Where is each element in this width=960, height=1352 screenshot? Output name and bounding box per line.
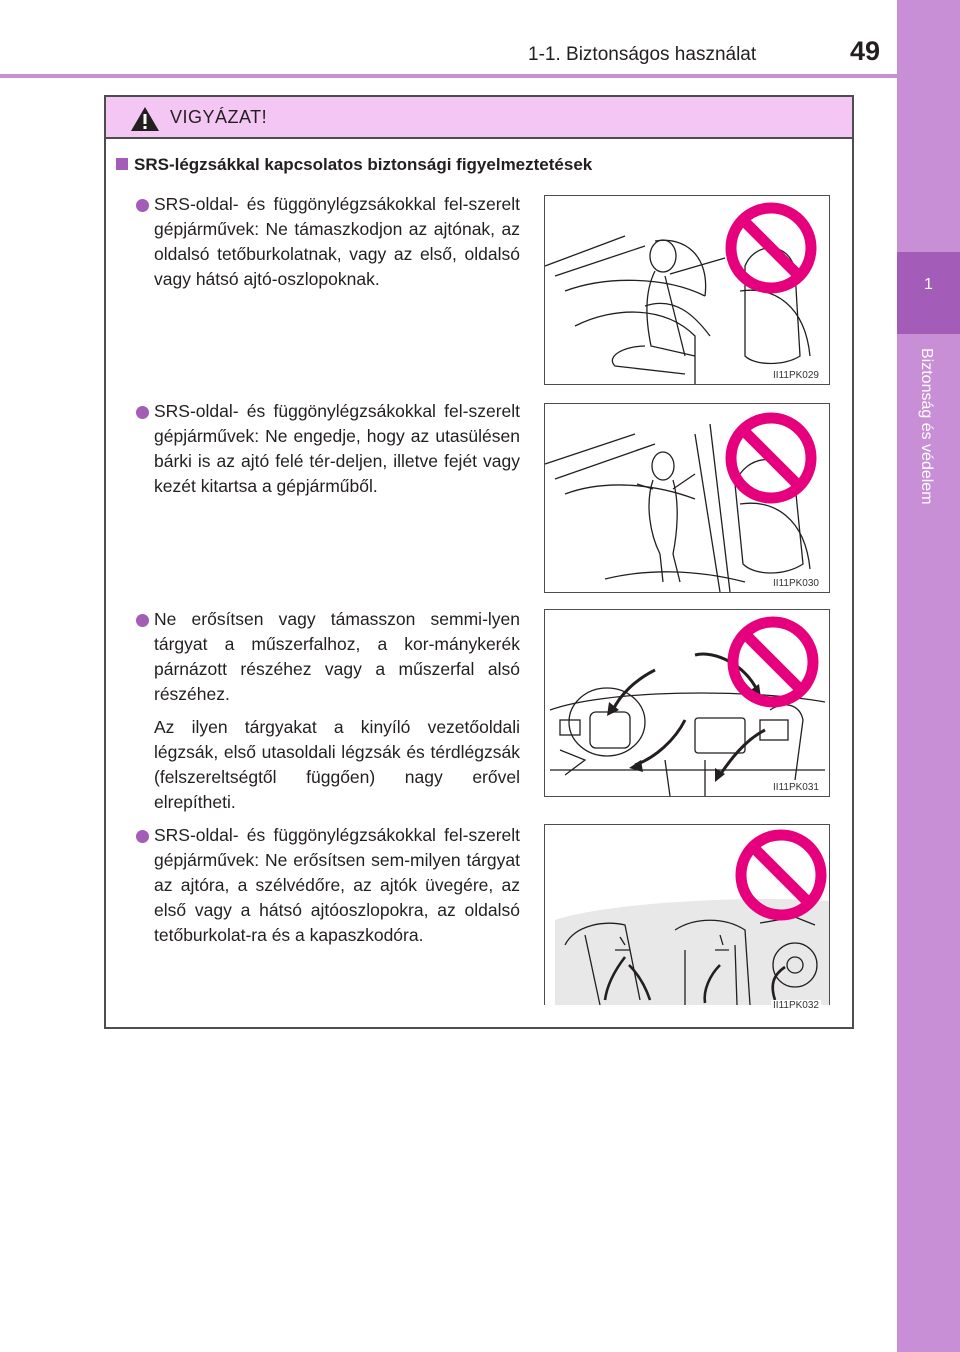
caution-item-lean: [136, 192, 520, 292]
section-heading-text: SRS-légzsákkal kapcsolatos biztonsági figyelmeztetések: [134, 155, 593, 174]
caution-header: [106, 97, 852, 139]
bullet-icon: [136, 830, 149, 843]
prohibition-icon: [733, 622, 813, 702]
figure-id: II11PK032: [773, 1000, 819, 1011]
figure-id: II11PK030: [773, 578, 819, 589]
figure-kneeling-occupant: [544, 403, 830, 593]
figure-id: II11PK029: [773, 370, 819, 381]
kneeling-occupant-illustration: [545, 404, 829, 592]
caution-item-kneel: [136, 399, 520, 499]
bullet-icon: [136, 199, 149, 212]
section-heading: [116, 155, 592, 175]
caution-item-text: SRS-oldal- és függönylégzsákokkal fel-szerelt gépjárművek: Ne erősítsen sem-milyen tárgyat az ajtóra, a szélvédőre, az ajtók üvegére, az első vagy a hátsó ajtóoszlopokra, az oldalsó tetőburkolat-ra és a kapaszkodóra.: [154, 825, 520, 945]
chapter-side-tab: [897, 0, 960, 1352]
caution-item-text: SRS-oldal- és függönylégzsákokkal fel-szerelt gépjárművek: Ne engedje, hogy az utasülésen bárki is az ajtó felé tér-deljen, illetve fejét vagy kezét kitartsa a gépjárműből.: [154, 401, 520, 496]
square-bullet-icon: [116, 158, 128, 170]
caution-item-text: SRS-oldal- és függönylégzsákokkal fel-szerelt gépjárművek: Ne támaszkodjon az ajtónak, az oldalsó tetőburkolatnak, vagy az első, oldalsó vagy hátsó ajtó-oszlopoknak.: [154, 194, 520, 289]
chapter-title: Biztonság és védelem: [918, 348, 935, 505]
figure-leaning-occupant: [544, 195, 830, 385]
warning-triangle-icon: [130, 106, 160, 132]
page-number: 49: [850, 36, 881, 66]
figure-door-objects: [544, 824, 830, 1011]
prohibition-icon: [731, 418, 811, 498]
prohibition-icon: [731, 208, 811, 288]
chapter-number: 1: [924, 276, 933, 293]
figure-id: II11PK031: [773, 782, 819, 793]
section-title: 1-1. Biztonságos használat: [528, 44, 757, 65]
dashboard-illustration: [545, 610, 829, 796]
caution-item-attach-objects: [136, 823, 520, 948]
figure-dashboard: [544, 609, 830, 797]
caution-item-dashboard: [136, 607, 520, 815]
bullet-icon: [136, 406, 149, 419]
header-rule: [0, 74, 897, 78]
caution-item-text: Ne erősítsen vagy támasszon semmi-lyen tárgyat a műszerfalhoz, a kor-mánykerék párnázott részéhez vagy a műszerfal alsó részéhez.: [154, 609, 520, 704]
caution-box: [104, 95, 854, 1029]
leaning-occupant-illustration: [545, 196, 829, 384]
bullet-icon: [136, 614, 149, 627]
caution-title: VIGYÁZAT!: [170, 107, 268, 127]
door-objects-illustration: [545, 825, 829, 1005]
caution-item-note: Az ilyen tárgyakat a kinyíló vezetőoldali légzsák, első utasoldali légzsák és térdlégzsák (felszereltségtől függően) nagy erővel elrepítheti.: [154, 717, 520, 812]
